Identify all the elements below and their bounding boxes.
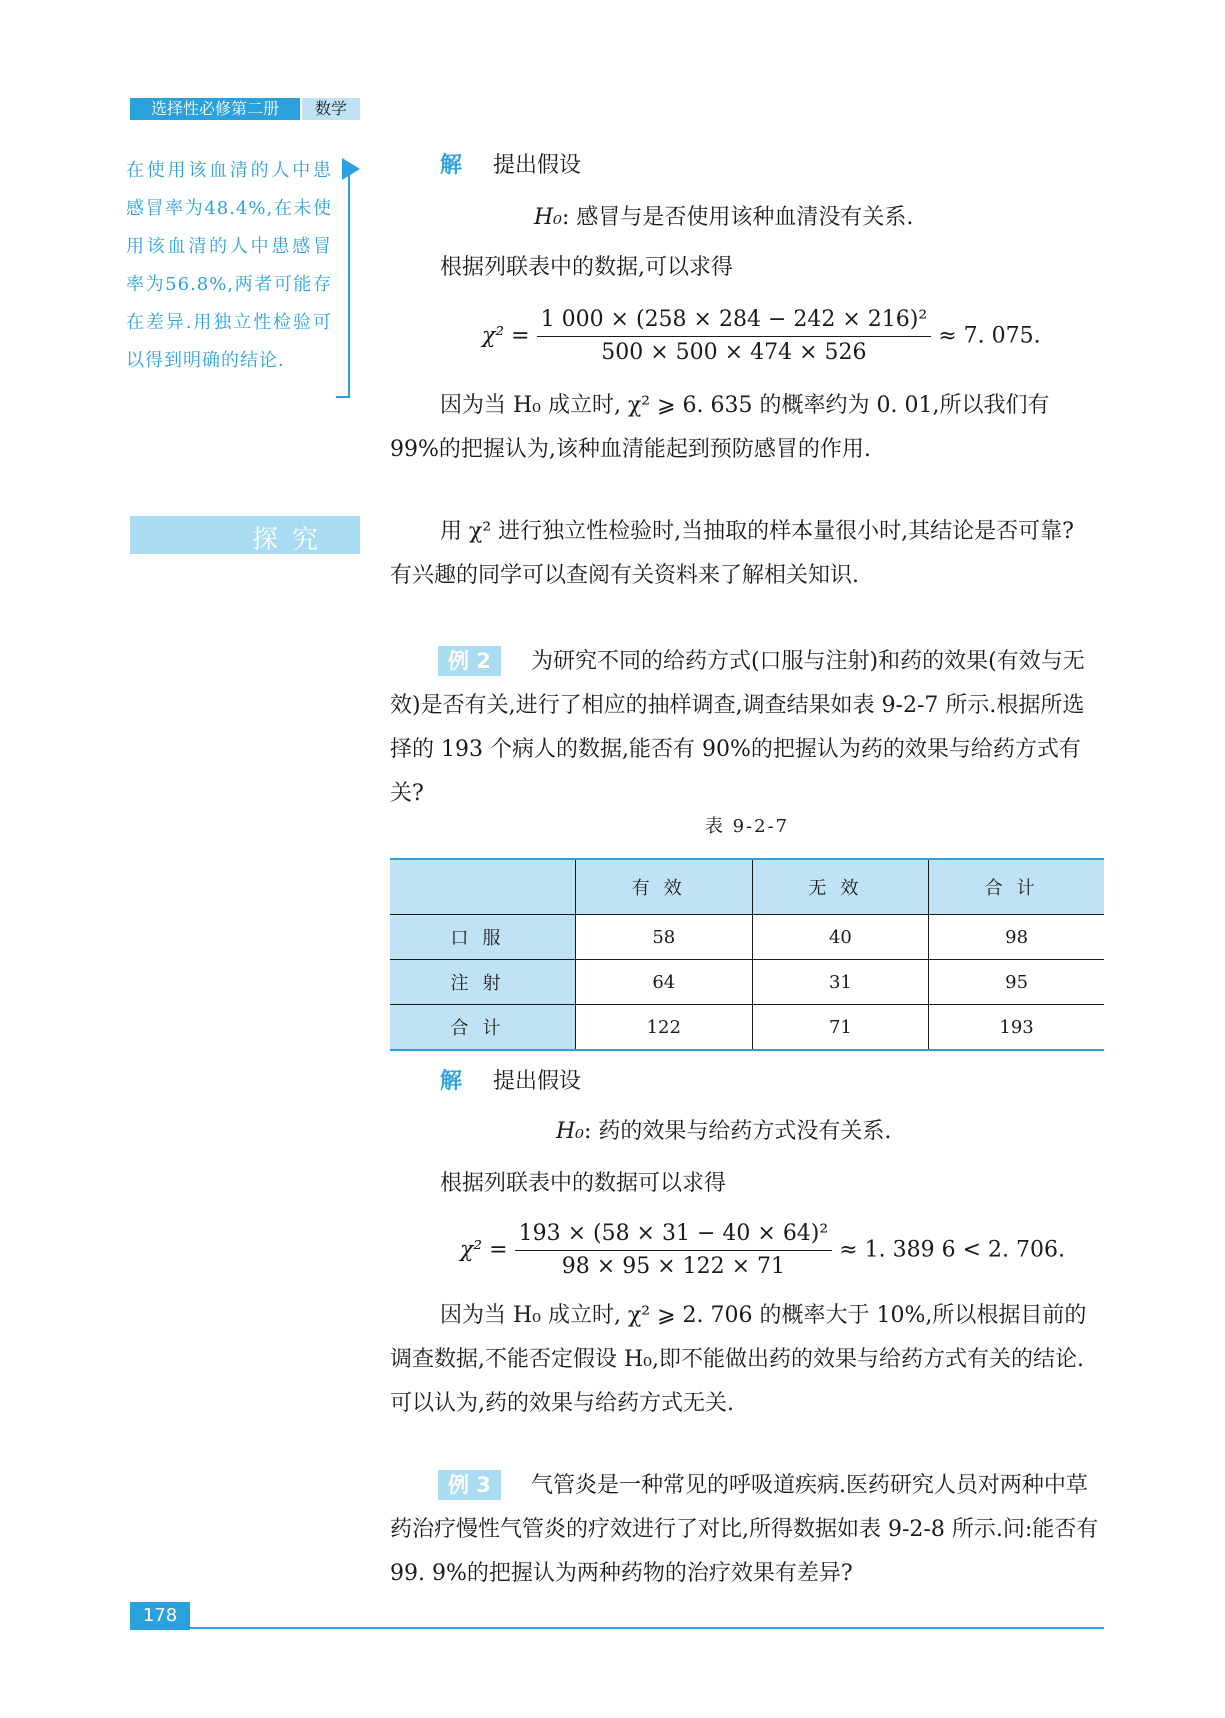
formula-denominator: 98 × 95 × 122 × 71 [561, 1254, 786, 1279]
ex1-solve-line [440, 144, 581, 188]
note-arrow-icon [342, 158, 360, 180]
solve-label: 解 [440, 1069, 463, 1094]
chi-square-symbol: χ² = [460, 1237, 508, 1263]
note-bracket [348, 172, 350, 397]
table-cell: 122 [576, 1005, 753, 1051]
formula-fraction [537, 304, 932, 369]
chi-square-symbol: χ² = [482, 323, 530, 349]
table-header-row [390, 859, 1104, 915]
step-label: 提出假设 [493, 1069, 582, 1094]
formula-numerator: 1 000 × (258 × 284 − 242 × 216)² [537, 304, 932, 337]
table-header-cell: 合计 [929, 859, 1104, 915]
note-bracket-foot [336, 396, 350, 398]
table-cell: 71 [752, 1005, 929, 1051]
table-row [390, 960, 1104, 1005]
table-cell: 193 [929, 1005, 1104, 1051]
h0-symbol: H₀ [556, 1119, 585, 1144]
ex2-hypothesis: H₀: 药的效果与给药方式没有关系. [556, 1119, 892, 1144]
explore-tag [130, 516, 360, 554]
ex2-intro: 根据列联表中的数据可以求得 [440, 1171, 727, 1196]
formula-result: ≈ 1. 389 6 < 2. 706. [839, 1237, 1065, 1263]
ex3-problem [390, 1464, 1102, 1596]
row-header: 注射 [390, 960, 576, 1005]
hypothesis-text: 药的效果与给药方式没有关系. [598, 1119, 892, 1144]
table-cell: 40 [752, 915, 929, 960]
ex1-hypothesis: H₀: 感冒与是否使用该种血清没有关系. [534, 205, 914, 230]
table-row [390, 915, 1104, 960]
formula-numerator: 193 × (58 × 31 − 40 × 64)² [515, 1218, 833, 1251]
side-note: 在使用该血清的人中患感冒率为48.4%,在未使用该血清的人中患感冒率为56.8%,两者可能存在差异.用独立性检验可以得到明确的结论. [126, 160, 332, 371]
table-cell: 98 [929, 915, 1104, 960]
formula-fraction [515, 1218, 833, 1283]
explore-text: 用 χ² 进行独立性检验时,当抽取的样本量很小时,其结论是否可靠? 有兴趣的同学可以查阅有关资料来了解相关知识. [390, 519, 1074, 588]
step-label: 提出假设 [493, 153, 582, 178]
ex1-intro: 根据列联表中的数据,可以求得 [440, 255, 733, 280]
data-table [390, 858, 1104, 1051]
book-title: 选择性必修第二册 [130, 98, 300, 120]
row-header: 口服 [390, 915, 576, 960]
table-row [390, 1005, 1104, 1051]
table-caption: 表 9-2-7 [704, 816, 790, 837]
subject-label: 数学 [302, 98, 360, 120]
ex2-problem-text: 为研究不同的给药方式(口服与注射)和药的效果(有效与无效)是否有关,进行了相应的抽样调查,调查结果如表 9-2-7 所示.根据所选择的 193 个病人的数据,能否有 90%的把握认为药的效果与给药方式有关? [390, 649, 1085, 806]
ex2-formula [460, 1218, 1065, 1283]
hypothesis-text: 感冒与是否使用该种血清没有关系. [576, 205, 914, 230]
table-header-cell: 无效 [752, 859, 929, 915]
table-cell: 95 [929, 960, 1104, 1005]
page-number: 178 [130, 1602, 190, 1630]
formula-result: ≈ 7. 075. [938, 323, 1041, 349]
ex2-problem [390, 640, 1102, 816]
table-cell: 64 [576, 960, 753, 1005]
ex2-solve-line [440, 1060, 581, 1104]
table-cell: 58 [576, 915, 753, 960]
explore-label: 探究 [251, 525, 332, 555]
ex1-formula [482, 304, 1041, 369]
table-cell: 31 [752, 960, 929, 1005]
example-tag: 例 2 [438, 646, 501, 676]
example-tag: 例 3 [438, 1470, 501, 1500]
footer-rule [190, 1627, 1104, 1629]
h0-symbol: H₀ [534, 205, 563, 230]
solve-label: 解 [440, 153, 463, 178]
row-header: 合计 [390, 1005, 576, 1051]
ex3-problem-text: 气管炎是一种常见的呼吸道疾病.医药研究人员对两种中草药治疗慢性气管炎的疗效进行了对比,所得数据如表 9-2-8 所示.问:能否有 99. 9%的把握认为两种药物的治疗效果有差异? [390, 1473, 1099, 1586]
ex2-conclusion: 因为当 H₀ 成立时, χ² ⩾ 2. 706 的概率大于 10%,所以根据目前的调查数据,不能否定假设 H₀,即不能做出药的效果与给药方式有关的结论.可以认为,药的效果与给药方式无关. [390, 1303, 1087, 1416]
formula-denominator: 500 × 500 × 474 × 526 [601, 340, 867, 365]
table-header-cell [390, 859, 576, 915]
ex1-conclusion: 因为当 H₀ 成立时, χ² ⩾ 6. 635 的概率约为 0. 01,所以我们有 99%的把握认为,该种血清能起到预防感冒的作用. [390, 393, 1050, 462]
table-header-cell: 有效 [576, 859, 753, 915]
